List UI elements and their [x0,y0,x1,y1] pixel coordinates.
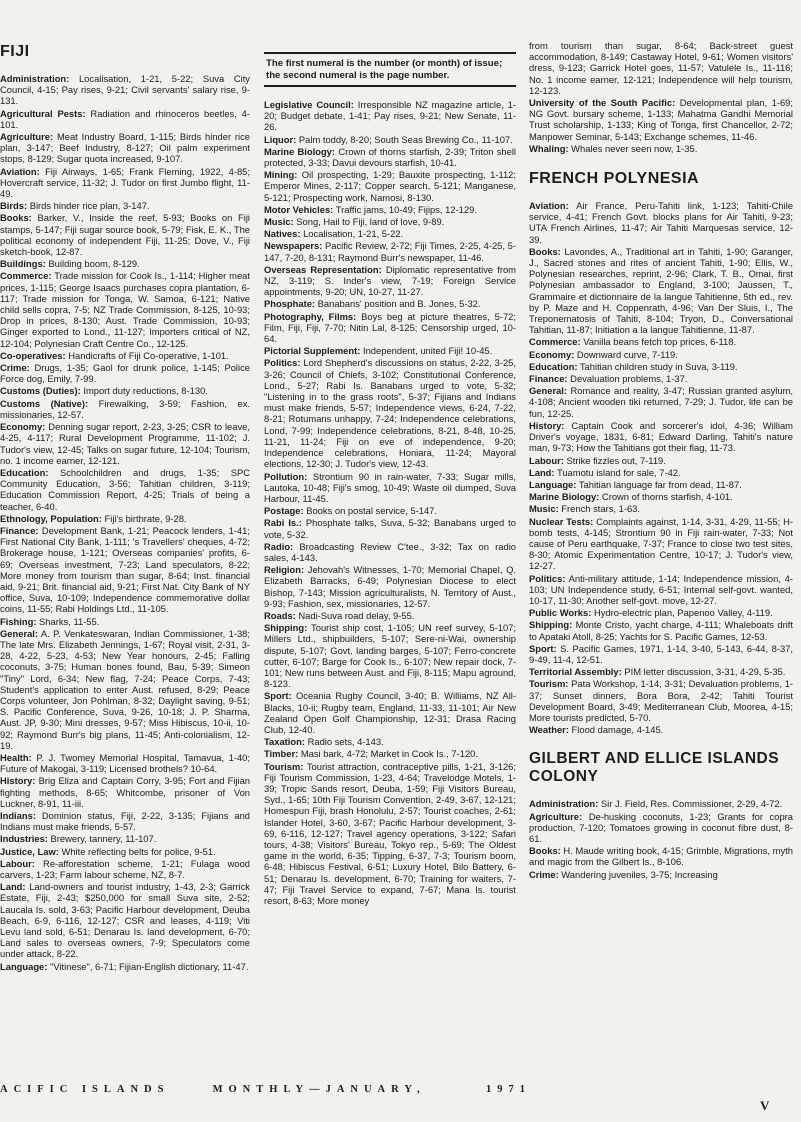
index-entry-text: Land-owners and tourist industry, 1-43, 2-3; Garrick Estate, Fiji, 2-43; $250,000 for small Suva site, 2-52; Laucala Is. sold, 3-63; Pacific Harbour development, Deuba Beach, 6-9, 6-116, 12-127; CSR and leases, 4-119; Viti Levu land sold, 6-51; Denarau Is. land development, 6-70; Land sales to overseas owners, 7-9; Speculators come under attack, 8-22. [0,881,250,960]
index-entry-term: Justice, Law: [0,845,59,857]
index-entry-term: Crime: [529,868,559,880]
index-entry-text: Trade mission for Cook Is., 1-114; Higher meat prices, 1-115; George Isaacs purchases copra plantation, 6-117; Trade mission for Tonga, W. Samoa, 6-121; Native child sells copra, 7-5; NZ Trade Commission, 8-125, 10-93; Drop in prices, 8-130; Aust. Trade Commission, 10-93; Ginger exported to Lond., 11-127; Importers critical of NZ, 12-104; Polynesian Craft Centre Co., 12-125. [0,270,250,349]
index-entry [264,622,516,689]
index-entry-term: Nuclear Tests: [529,515,594,527]
index-entry-text: Crown of thorns starfish, 4-101. [599,491,733,503]
fiji-entries-continued [264,99,516,906]
index-entry-term: General: [0,627,39,639]
index-entry [264,761,516,907]
index-entry-term: Aviation: [529,200,569,212]
section-heading-fiji: FIJI [0,43,30,60]
index-entry-text: Lavondes, A., Traditional art in Tahiti, 1-90; Garanger, J., Sacred stones and rites of ancient Tahiti, 1-90; Ellis, W., Polynesian researches, reprint, 2-96; Clark, T. B., Omai, first Polynesian ambassador to England, 3-100; Jaussen, T., Grammaire et dictionnaire de la langue Tahitienne, 5th ed., rev. by P. Maze and H. Coppenrath, 4-96; Van Der Sluis, I., The Treponematosis of Tahiti, 8-104; Tryon, D., Conversational Tahitian, 11-87; Initiation a la langue Tahitienne, 11-87. [529,245,793,336]
index-entry [0,385,250,396]
index-entry-term: Overseas Representation: [264,263,382,275]
index-entry-text: Palm toddy, 8-20; South Seas Brewing Co., 11-107. [296,133,513,145]
index-entry [264,169,516,203]
section-heading-french-polynesia: FRENCH POLYNESIA [529,170,700,188]
index-entry-text: Building boom, 8-129. [45,258,140,270]
index-entry-text: Localisation, 1-21, 5-22; Suva City Council, 4-15; Pay rises, 9-21; Civil servants' salary rise, 9-131. [0,73,250,107]
index-entry [264,748,516,759]
index-entry-text: Crown of thorns starfish, 2-39; Triton shell protected, 3-33; Davui devours starfish, 10-41. [264,145,516,169]
index-entry [0,350,250,361]
index-entry-term: Radio: [264,540,294,552]
fiji-entries-end [529,97,793,154]
index-entry-term: Commerce: [529,336,581,348]
index-entry-term: Crime: [0,362,30,374]
index-entry-text: Fiji Airways, 1-65; Frank Fleming, 1922, 4-85; Hovercraft service, 11-32; J. Tudor on first Jumbo flight, 11-49. [0,165,250,200]
index-entry-term: Politics: [264,357,301,369]
index-entry-term: Customs (Duties): [0,385,81,397]
index-entry [264,505,516,516]
index-entry [0,616,250,627]
index-entry-term: Legislative Council: [264,99,354,110]
index-entry-term: Administration: [529,798,599,810]
index-entry-text: Sir J. Field, Res. Commissioner, 2-29, 4-72. [598,798,783,810]
index-entry [0,961,250,972]
index-entry-text: Vanilla beans fetch top prices, 6-118. [580,336,737,348]
index-entry-text: Radiation and rhinoceros beetles, 4-101. [0,107,250,130]
index-entry [0,398,250,420]
index-entry [264,264,516,298]
index-entry-term: Territorial Assembly: [529,666,622,678]
index-entry-term: Finance: [529,373,568,385]
index-entry-text: Fiji's birthrate, 9-28. [101,512,187,524]
index-entry-text: Schoolchildren and drugs, 1-35; SPC Community Education, 3-56; Tahitian children, 3-119; Education Commission Report, 4-25; Trials of being a teacher, 6-40. [0,466,250,512]
index-entry-text: Developmental plan, 1-69; NG Govt. bursary scheme, 1-133; Mahatma Gandhi Memorial Trust scholarship, 1-133; King of Tonga, first Chancellor, 2-72; Manpower Seminar, 5-143; Exchange schemes, 11-46. [529,97,793,142]
fiji-entries [0,73,250,972]
index-entry-text: Monte Cristo, yacht charge, 4-111; Whaleboats drift to Apataki Atoll, 8-25; Yachts for S. Pacific Games, 12-53. [529,619,793,642]
index-entry-text: Irresponsible NZ magazine article, 1-20; Budget debate, 1-41; Pay rises, 9-21; New Senate, 11-26. [264,99,516,133]
index-entry-term: Music: [529,503,559,515]
index-entry-text: Tahitian children study in Suva, 3-119. [577,360,738,372]
index-entry-term: Books: [529,845,561,857]
index-entry [264,204,516,215]
index-entry [0,513,250,524]
index-entry-text: Masi bark, 4-72; Market in Cook Is., 7-120. [298,748,478,760]
index-entry [0,108,250,130]
index-entry-term: General: [529,385,568,397]
index-entry-term: Labour: [0,857,35,869]
index-entry [529,385,793,419]
index-entry-term: Agriculture: [529,810,583,822]
index-entry-text: Tourist attraction, contraceptive pills, 1-21, 3-126; Fiji Tourism Commission, 1-23, 4-64; Travelodge Motels, 1-39; Tropic Sands resort, Deuba, 1-59; Fiji Visitors Bureau, Syd., 1-65; 10th Fiji Tourism Convention, 2-49, 3-67, 12-121; Homespun Fiji, brash Honolulu, 2-57; Tourist coaches, 2-61; Islander Hotel, 3-60, 3-67; Pacific Harbour development, 3-69, 6-116, 12-127; Travel agency operations, 3-122; Safari tours, 4-38; Visitors' Bureau, Tokyo rep., 5-69; The Oldest game in the world, 6-35; Tipping, 6-37, 7-3; Tourism boom, 6-48; Hibiscus Festival, 6-51; Luxury Hotel, Bilo Battery, 6-51; Denarau Is. development, 6-70; Training for waiters, 7-47; Fiji Travel Service to expand, 7-67; Mana Is. tourist resort, 8-63; More money [264,760,516,907]
index-entry [0,752,250,774]
column-middle [264,52,516,1072]
index-entry [0,525,250,615]
index-entry [529,678,793,723]
index-entry [0,810,250,832]
index-entry-text: Drugs, 1-35; Gaol for drunk police, 1-145; Police Force dog, Emily, 7-99. [0,362,250,385]
index-entry-text: Denning sugar report, 2-23, 3-25; CSR to leave, 4-25, 4-117; Rural Development Programme, 11-102; J. Tudor's view, 12-45; Talks on sugar future, 12-104; Tourism, no. 1 income earner, 12-121. [0,421,250,466]
footer-publication-name: ACIFIC ISLANDS [0,1084,170,1095]
index-entry-text: Firewalking, 3-59; Fashion, ex. missionaries, 12-57. [0,397,250,420]
index-entry-term: Shipping: [264,622,308,634]
index-entry [529,467,793,478]
index-entry-term: Buildings: [0,258,46,270]
index-entry [0,73,250,107]
page-number: V [760,1098,770,1113]
index-entry [529,619,793,641]
index-entry-text: H. Maude writing book, 4-15; Grimble, Migrations, myth and magic from the Gilbert Is., 8-106. [529,845,793,868]
index-entry-text: Anti-military attitude, 1-14; Independence mission, 4-103; UN Independence study, 6-51; Internal self-govt. wanted, 10-17, 11-30; Another self-govt. move, 12-27. [529,572,793,606]
index-entry-term: Roads: [264,609,296,621]
continued-entry-text: from tourism than sugar, 8-64; Back-street guest accommodation, 8-149; Castaway Hotel, 9-61; Women visitors' dress, 9-123; Garrick Hotel goes, 11-57; Vatulele Is., 11-116; No. 1 income earner, 12-121; Independence will help tourism, 12-123. [529,40,793,96]
gilbert-ellice-entries [529,798,793,879]
index-entry [0,258,250,269]
index-entry-text: Jehovah's Witnesses, 1-70; Memorial Chapel, Q. Elizabeth Barracks, 6-49; Polynesian Diocese to elect Bishop, 7-143; Mission agriculturalists, N. Territory of Aust., 9-93; Fashion, sex, missionaries, 12-57. [264,564,516,609]
index-entry-term: Industries: [0,833,48,845]
index-entry [264,517,516,539]
index-entry-term: Marine Biology: [529,491,600,503]
index-entry-term: Motor Vehicles: [264,203,334,215]
index-entry-term: Books: [529,245,561,257]
index-entry [529,455,793,466]
french-polynesia-entries [529,200,793,735]
index-entry-text: PIM letter discussion, 3-31, 4-29, 5-35. [621,666,786,678]
index-entry-text: Hydro-electric plan, Papenoo Valley, 4-119. [591,607,773,619]
index-entry-term: Sport: [529,642,557,654]
index-entry [529,811,793,845]
footer-issue-month: MONTHLY—JANUARY, [212,1084,426,1095]
index-entry [264,298,516,309]
index-entry [264,610,516,621]
index-entry-text: Pacific Review, 2-72; Fiji Times, 2-25, 4-25, 5-147, 7-20, 8-131; Raymond Burr's newspaper, 11-46. [264,240,516,263]
index-entry-term: Education: [0,466,49,478]
index-entry [529,336,793,347]
index-entry-text: Captain Cook and sorcerer's idol, 4-36; William Driver's voyage, 1831, 6-81; Edward Darling, Tahiti's nature man, 9-73; How the Tahitians got their flag, 11-73. [529,419,793,454]
index-entry-text: White reflecting belts for police, 9-51. [58,845,216,857]
column-fiji [0,40,250,1065]
index-entry [529,97,793,142]
index-entry-term: Agricultural Pests: [0,107,86,119]
index-entry-term: Pictorial Supplement: [264,345,361,357]
index-entry-text: Barker, V., Inside the reef, 5-93; Books on Fiji stamps, 5-147; Fiji sugar source book, 5-79; Fisk, E. K., The political economy of independent Fiji, 11-25; Dove, V., Fiji sketch-book, 12-87. [0,212,250,258]
index-entry-term: Weather: [529,724,569,736]
index-entry [529,516,793,572]
index-entry-term: Music: [264,216,294,228]
index-entry [0,166,250,200]
index-entry-text: "Vitinese", 6-71; Fijian-English dictionary, 11-47. [47,960,249,972]
index-entry [529,724,793,735]
index-entry-text: Meat Industry Board, 1-115; Birds hinder rice plan, 3-147; Beef Industry, 8-127; Oil palm experiment stops, 8-129; Sugar quota increased, 9-107. [0,131,250,165]
index-entry-text: Boys beg at picture theatres, 5-72; Film, Fiji, Fiji, 7-70; Nitin Lal, 8-125; Censorship urged, 10-64. [264,310,516,345]
index-entry-text: Air France, Peru-Tahiti link, 1-123; Tahiti-Chile service, 4-41; French Govt. blocks plans for Air Tahiti, 9-23; UTA French Airlines, 11-47; Air Tahiti Marquesas service, 12-39. [529,200,793,245]
index-entry-term: Co-operatives: [0,349,66,361]
index-entry-term: Land: [0,881,26,893]
index-entry-text: Nadi-Suva road delay, 9-55. [295,609,415,621]
index-entry-term: University of the South Pacific: [529,97,676,109]
index-entry-text: Independent, united Fiji! 10-45. [360,345,493,357]
index-entry-term: Newspapers: [264,240,323,252]
index-entry [0,628,250,751]
index-entry-term: Language: [0,960,48,972]
index-entry-text: Sharks, 11-55. [36,615,100,627]
index-entry-term: Birds: [0,200,28,212]
index-entry-term: Whaling: [529,142,569,154]
index-entry [529,798,793,809]
index-entry-term: Books: [0,212,32,224]
numbering-notice: The first numeral is the number (or month) of issue; the second numeral is the page number. [264,52,516,87]
index-entry [264,345,516,356]
index-entry [529,200,793,245]
index-entry-term: Rabi Is.: [264,517,302,529]
index-entry [529,361,793,372]
index-entry [264,99,516,133]
index-entry [264,690,516,735]
index-entry-text: Dominion status, Fiji, 2-22, 3-135; Fijians and Indians must make friends, 5-57. [0,810,250,833]
index-entry [264,216,516,227]
index-entry-text: Oceania Rugby Council, 3-40; B. Williams, NZ All-Blacks, 10-ii; Rugby team, England, 11-33, 11-101; Air New Zealand Open Golf Championship, 12-31; Drasa Racing Club, 12-40. [264,690,516,735]
index-entry-text: Books on postal service, 5-147. [303,505,437,517]
index-entry-term: Public Works: [529,607,592,619]
index-entry [0,467,250,512]
index-entry-term: Tourism: [264,760,304,772]
index-entry-term: Indians: [0,810,36,821]
index-entry [0,833,250,844]
index-entry-text: Song, Hail to Fiji, land of love, 9-89. [293,216,445,228]
index-entry [0,362,250,384]
index-entry [0,212,250,257]
index-entry-text: Banabans' position and B. Jones, 5-32. [315,298,481,310]
index-entry [529,666,793,677]
index-entry-term: Pollution: [264,470,308,482]
index-entry-term: Phosphate: [264,298,316,310]
index-entry-text: Handicrafts of Fiji Co-operative, 1-101. [65,349,229,361]
index-entry-term: Timber: [264,748,299,760]
index-entry [529,503,793,514]
index-entry [264,146,516,168]
index-entry [0,775,250,809]
index-entry-text: Strike fizzles out, 7-119. [563,454,666,466]
index-entry-term: Economy: [529,348,575,360]
index-entry-text: Tahitian language far from dead, 11-87. [576,478,742,490]
index-entry-text: French stars, 1-63. [558,503,640,515]
index-entry-text: Downward curve, 7-119. [574,348,678,360]
index-entry-term: Shipping: [529,619,573,631]
index-entry-text: Re-afforestation scheme, 1-21; Fulaga wood carvers, 1-23; Farm labour scheme, NZ, 8-7. [0,857,250,881]
index-entry [0,421,250,466]
index-entry-text: Oil prospecting, 1-29; Bauxite prospecting, 1-112; Emperor Mines, 2-117; Copper search, 5-121; Manganese, 5-121; Prospecting work, Namosi, 8-130. [264,169,516,203]
index-entry [264,736,516,747]
column-right [529,40,793,1080]
index-entry [0,858,250,880]
index-entry-term: Language: [529,478,577,490]
index-entry-text: A. P. Venkateswaran, Indian Commissioner, 1-38; The late Mrs. Elizabeth Jennings, 1-67; Royal visit, 2-31, 3-28, 4-22, 5-23, 4-53; New Year honours, 2-45; Falling coconuts, 3-75; Human bones found, Bau, 5-39; Simeon "Tiny" Lord, 6-34; New flag, 7-24; Peace Corps, 7-43; Student's application to enter Aust. refused, 8-29; Peace Corps volunteer, Jon Pohlman, 8-32; Daylight saving, 9-51; S. Pacific Conference, Suva, 9-26, 10-18; J. P. Sharma, Aust. JP, 9-30; Mini dresses, 9-57; Miss Hibiscus, 10-ii, 10-92; Raymond Burr's big plans, 11-45; Anti-colonialism, 12-19. [0,627,250,751]
index-entry-text: Complaints against, 1-14, 3-31, 4-29, 11-55; H-bomb tests, 4-145; Strontium 90 in Fiji rain-water, 7-33; Not cause of Peru earthquake, 7-37; France to close two test sites, 8-30; Atomic Experimentation Centre, 10-17; J. Tudor's view, 12-27. [529,515,793,572]
index-entry-term: Liquor: [264,133,297,145]
index-entry-text: Romance and reality, 3-47; Russian granted asylum, 4-108; Ancient wooden tiki returned, 7-29; J. Tudor, life can be fun, 12-25. [529,385,793,419]
index-entry-text: Import duty reductions, 8-130. [80,385,208,397]
index-entry-term: Ethnology, Population: [0,512,102,524]
index-entry [0,131,250,165]
index-entry-text: Wandering juveniles, 3-75; Increasing [558,868,718,880]
index-entry-text: Broadcasting Review C'tee., 3-32; Tax on radio sales, 4-143. [264,540,516,563]
index-entry-text: Pata Workshop, 1-14, 3-31; Devaluation problems, 1-37; Sunset dinners, Bora Bora, 2-42; Tahiti Tourist Development Board, 3-49; Mediterranean Club, Moorea, 4-15; More tourists predicted, 5-70. [529,678,793,723]
index-entry-term: Postage: [264,505,304,517]
index-entry [529,869,793,880]
index-entry-text: Devaluation problems, 1-37. [567,373,688,385]
index-entry [264,240,516,262]
index-entry [529,349,793,360]
index-entry-term: Administration: [0,73,70,84]
index-entry [264,311,516,345]
index-entry [264,564,516,609]
footer-publication [0,1084,426,1095]
index-entry-term: Health: [0,751,32,763]
index-entry [0,846,250,857]
index-entry [529,479,793,490]
index-entry-term: Natives: [264,228,301,240]
index-entry [0,881,250,959]
index-entry-term: Customs (Native): [0,397,89,409]
index-entry [0,270,250,348]
index-entry-term: Politics: [529,572,566,584]
index-entry-text: P. J. Twomey Memorial Hospital, Tamavua, 1-40; Future of Makogai, 3-119; Licensed brothels? 10-64. [0,751,250,775]
index-entry-text: Radio sets, 4-143. [304,736,384,748]
index-entry [529,607,793,618]
index-entry-term: Marine Biology: [264,145,336,157]
index-entry [264,228,516,239]
index-entry-term: Economy: [0,421,46,433]
index-entry-term: Sport: [264,690,292,702]
index-entry-term: History: [529,419,565,431]
index-entry-text: S. Pacific Games, 1971, 1-14, 3-40, 5-143, 6-44, 8-37, 9-49, 11-4, 12-51. [529,642,793,665]
index-entry [529,643,793,665]
index-entry-text: Brig Eliza and Captain Corry, 3-95; Fort and Fijian fighting methods, 8-65; Whitcombe, prisoner of Von Luckner, 8-91, 11-iii. [0,775,250,809]
index-entry [529,573,793,607]
index-entry-text: Phosphate talks, Suva, 5-32; Banabans urged to vote, 5-32. [264,517,516,540]
index-entry [529,373,793,384]
index-entry-term: Aviation: [0,165,40,177]
index-entry-text: Lord Shepherd's discussions on status, 2-22, 3-25, 3-26; Council of Chiefs, 3-102; Constitutional Conference, Lond., 5-27; Rabi Is. Banabans urged to vote, 5-32; "Listening in to the grass roots", 5-37; Fijians and Indians must make friends, 5-57; Independence views, 6-24, 7-22, 8-21; Rotumans unhappy, 7-24; Independence celebrations, Lond, 7-99; Independence celebrations, 8-21, 8-48, 10-25, 11-21, 11-24; Fiji on eve of independence, 9-20; Independence celebrations, Honiara, 11-24; Mayoral elections, 12-30; J. Tudor's view, 12-43. [264,357,516,470]
index-entry-text: Development Bank, 1-21; Peacock lenders, 1-41; First National City Bank, 1-111; 's Travellers' cheques, 4-72; Brokerage house, 1-121; Overseas companies' profits, 6-69; Overseas investment, 7-23; Land speculators, 8-22; More money from tourism than sugar, 8-64; Inst. financial aid, 9-21; Brit. financial aid, 9-21; First Nat. City Bank of NY office, Suva, 10-109; Independence commemorative dollar coins, 11-55; Rabi Holdings Ltd., 11-105. [0,524,250,615]
index-entry-term: Fishing: [0,615,37,627]
index-entry-term: Agriculture: [0,131,54,143]
index-entry-text: Tuamotu island for sale, 7-42. [554,466,681,478]
index-entry [264,541,516,563]
index-entry-text: Tourist ship cost, 1-105; UN reef survey, 5-107; Millers Ltd., shipbuilders, 5-107; Sere-ni-Wai, ownership dispute, 5-107; Govt. landing barges, 5-107; Ferro-concrete cutter, 6-107; Barge for Cook Is., 6-107; New repair dock, 7-101; New runs between Aust. and Fiji, 8-115; Mapu aground, 8-123. [264,622,516,690]
index-entry [264,134,516,145]
index-entry-text: Localisation, 1-21, 5-22. [300,228,404,240]
section-heading-gilbert-ellice: GILBERT AND ELLICE ISLANDS COLONY [529,750,780,786]
footer-year: 1971 [486,1084,531,1095]
index-entry [529,246,793,336]
index-entry [529,143,793,154]
index-entry-text: De-husking coconuts, 1-23; Grants for copra production, 7-120; Tomatoes growing in coconut fibre dust, 8-61. [529,810,793,844]
index-entry [529,845,793,867]
index-entry-text: Strontium 90 in rain-water, 7-33; Sugar mills, Lautoka, 10-48; Fiji's smog, 10-49; Waste oil dumped, Suva Harbour, 11-45. [264,470,516,504]
index-entry-term: Taxation: [264,736,305,748]
index-entry-term: Land: [529,466,555,478]
index-entry [264,471,516,505]
index-entry-term: Mining: [264,169,298,181]
index-entry [529,420,793,454]
index-entry [529,491,793,502]
index-entry [264,357,516,469]
index-entry-text: Diplomatic representative from NZ, 3-119; S. Inder's view, 7-19; Foreign Service appointments, 9-20; UN, 10-27, 11-27. [264,263,516,298]
index-entry-term: Tourism: [529,678,569,690]
index-entry-text: Traffic jams, 10-49; Fijips, 12-129. [333,203,477,215]
index-entry-term: Commerce: [0,270,52,282]
index-entry-text: Brewery, tannery, 11-107. [47,833,157,845]
index-entry-term: Labour: [529,454,564,466]
index-entry-text: Birds hinder rice plan, 3-147. [27,200,150,212]
index-entry-term: Education: [529,360,578,372]
index-entry-text: Whales never seen now, 1-35. [568,142,698,154]
index-entry-text: Flood damage, 4-145. [568,724,664,736]
index-entry-term: Religion: [264,564,305,576]
index-entry [0,200,250,211]
index-entry-term: Finance: [0,524,39,536]
index-entry-term: Photography, Films: [264,310,357,322]
index-entry-term: History: [0,775,36,787]
